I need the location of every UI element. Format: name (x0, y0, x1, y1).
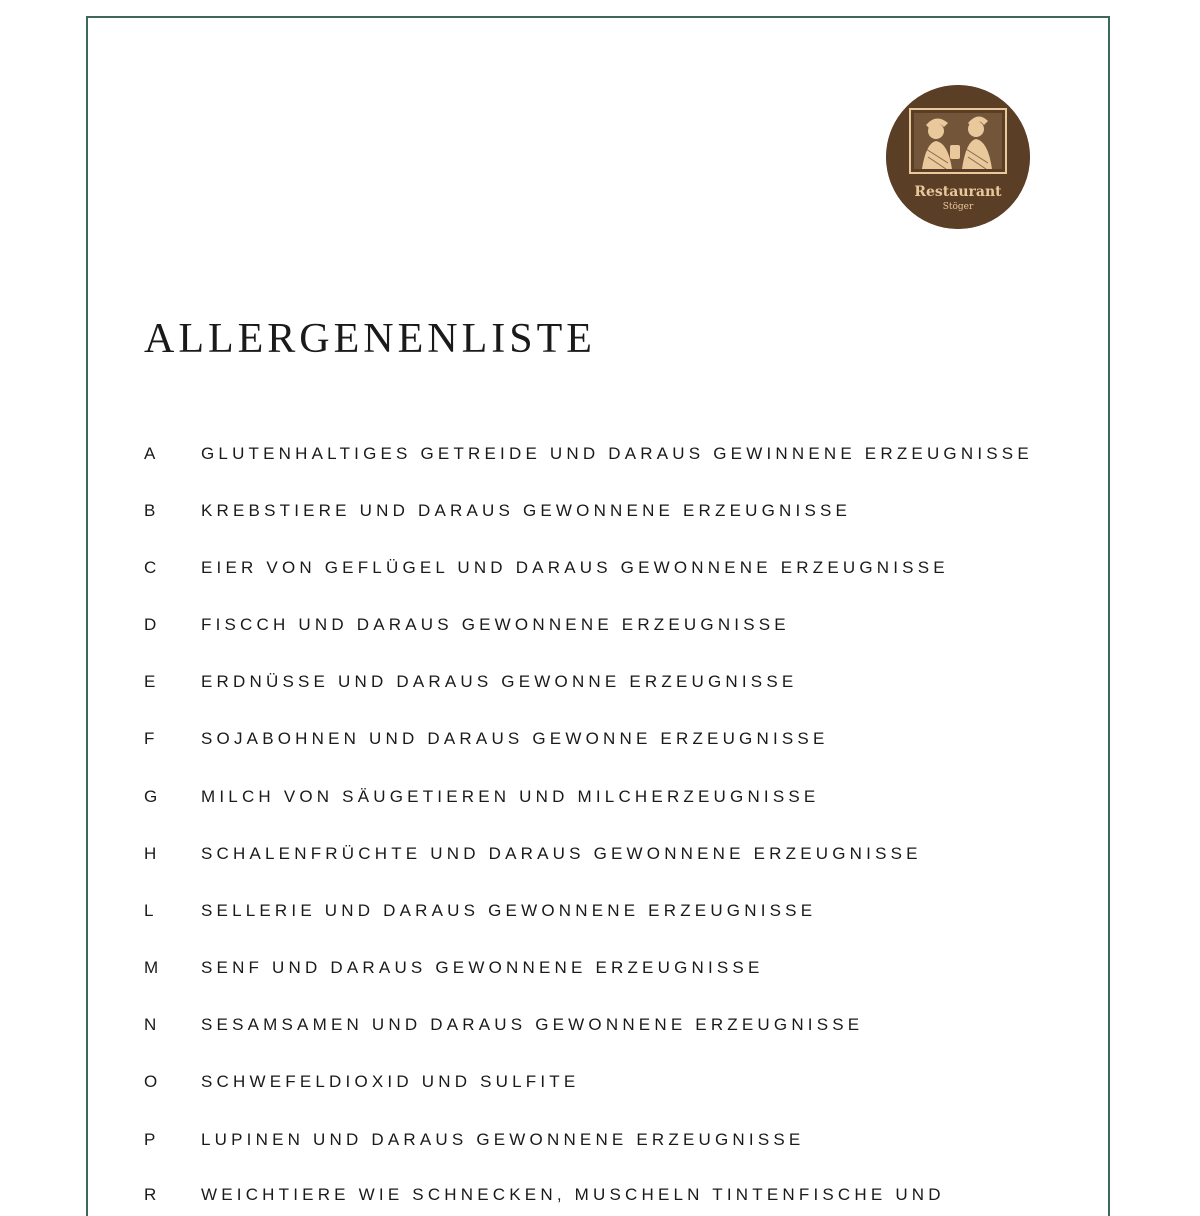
allergen-code: R (144, 1185, 161, 1204)
allergen-item (144, 499, 1044, 522)
allergen-code: G (144, 787, 162, 806)
allergen-item (144, 899, 1044, 922)
allergen-item (144, 956, 1044, 979)
allergen-item (144, 727, 1044, 750)
allergen-item (144, 442, 1044, 465)
allergen-document (86, 16, 1110, 1216)
allergen-code: A (144, 444, 160, 463)
allergen-item (144, 1013, 1044, 1036)
allergen-label: SESAMSAMEN UND DARAUS GEWONNENE ERZEUGNISSE (201, 1015, 864, 1034)
allergen-item (144, 1070, 1044, 1093)
allergen-item (144, 670, 1044, 693)
restaurant-logo-emblem (886, 85, 1030, 229)
allergen-label: GLUTENHALTIGES GETREIDE UND DARAUS GEWINNENE ERZEUGNISSE (201, 444, 1033, 463)
allergen-code: H (144, 844, 161, 863)
allergen-label: LUPINEN UND DARAUS GEWONNENE ERZEUGNISSE (201, 1130, 805, 1149)
allergen-code: P (144, 1130, 160, 1149)
allergen-label: WEICHTIERE WIE SCHNECKEN, MUSCHELN TINTENFISCHE UND (201, 1185, 945, 1204)
allergen-label: MILCH VON SÄUGETIEREN UND MILCHERZEUGNISSE (201, 787, 820, 806)
allergen-label: FISCCH UND DARAUS GEWONNENE ERZEUGNISSE (201, 615, 790, 634)
allergen-item (144, 1128, 1044, 1151)
allergen-code: L (144, 901, 158, 920)
allergen-code: F (144, 729, 159, 748)
allergen-item (144, 785, 1044, 808)
page-title: ALLERGENENLISTE (144, 316, 596, 362)
logo-subname: Stöger (942, 202, 974, 212)
allergen-label: SOJABOHNEN UND DARAUS GEWONNE ERZEUGNISSE (201, 729, 829, 748)
allergen-item (144, 613, 1044, 636)
allergen-item (144, 556, 1044, 579)
allergen-code: O (144, 1072, 162, 1091)
allergen-item (144, 842, 1044, 865)
logo-name: Restaurant (914, 184, 1002, 200)
allergen-label: SENF UND DARAUS GEWONNENE ERZEUGNISSE (201, 958, 764, 977)
allergen-item (144, 1183, 1044, 1206)
allergen-code: E (144, 672, 160, 691)
allergen-label: SCHWEFELDIOXID UND SULFITE (201, 1072, 580, 1091)
allergen-label: SELLERIE UND DARAUS GEWONNENE ERZEUGNISSE (201, 901, 817, 920)
restaurant-logo (886, 85, 1030, 229)
allergen-code: M (144, 958, 163, 977)
allergen-code: C (144, 558, 161, 577)
allergen-label: ERDNÜSSE UND DARAUS GEWONNE ERZEUGNISSE (201, 672, 798, 691)
allergen-label: KREBSTIERE UND DARAUS GEWONNENE ERZEUGNISSE (201, 501, 852, 520)
allergen-code: N (144, 1015, 161, 1034)
allergen-code: B (144, 501, 160, 520)
allergen-code: D (144, 615, 161, 634)
allergen-label: EIER VON GEFLÜGEL UND DARAUS GEWONNENE ERZEUGNISSE (201, 558, 949, 577)
allergen-label: SCHALENFRÜCHTE UND DARAUS GEWONNENE ERZEUGNISSE (201, 844, 922, 863)
